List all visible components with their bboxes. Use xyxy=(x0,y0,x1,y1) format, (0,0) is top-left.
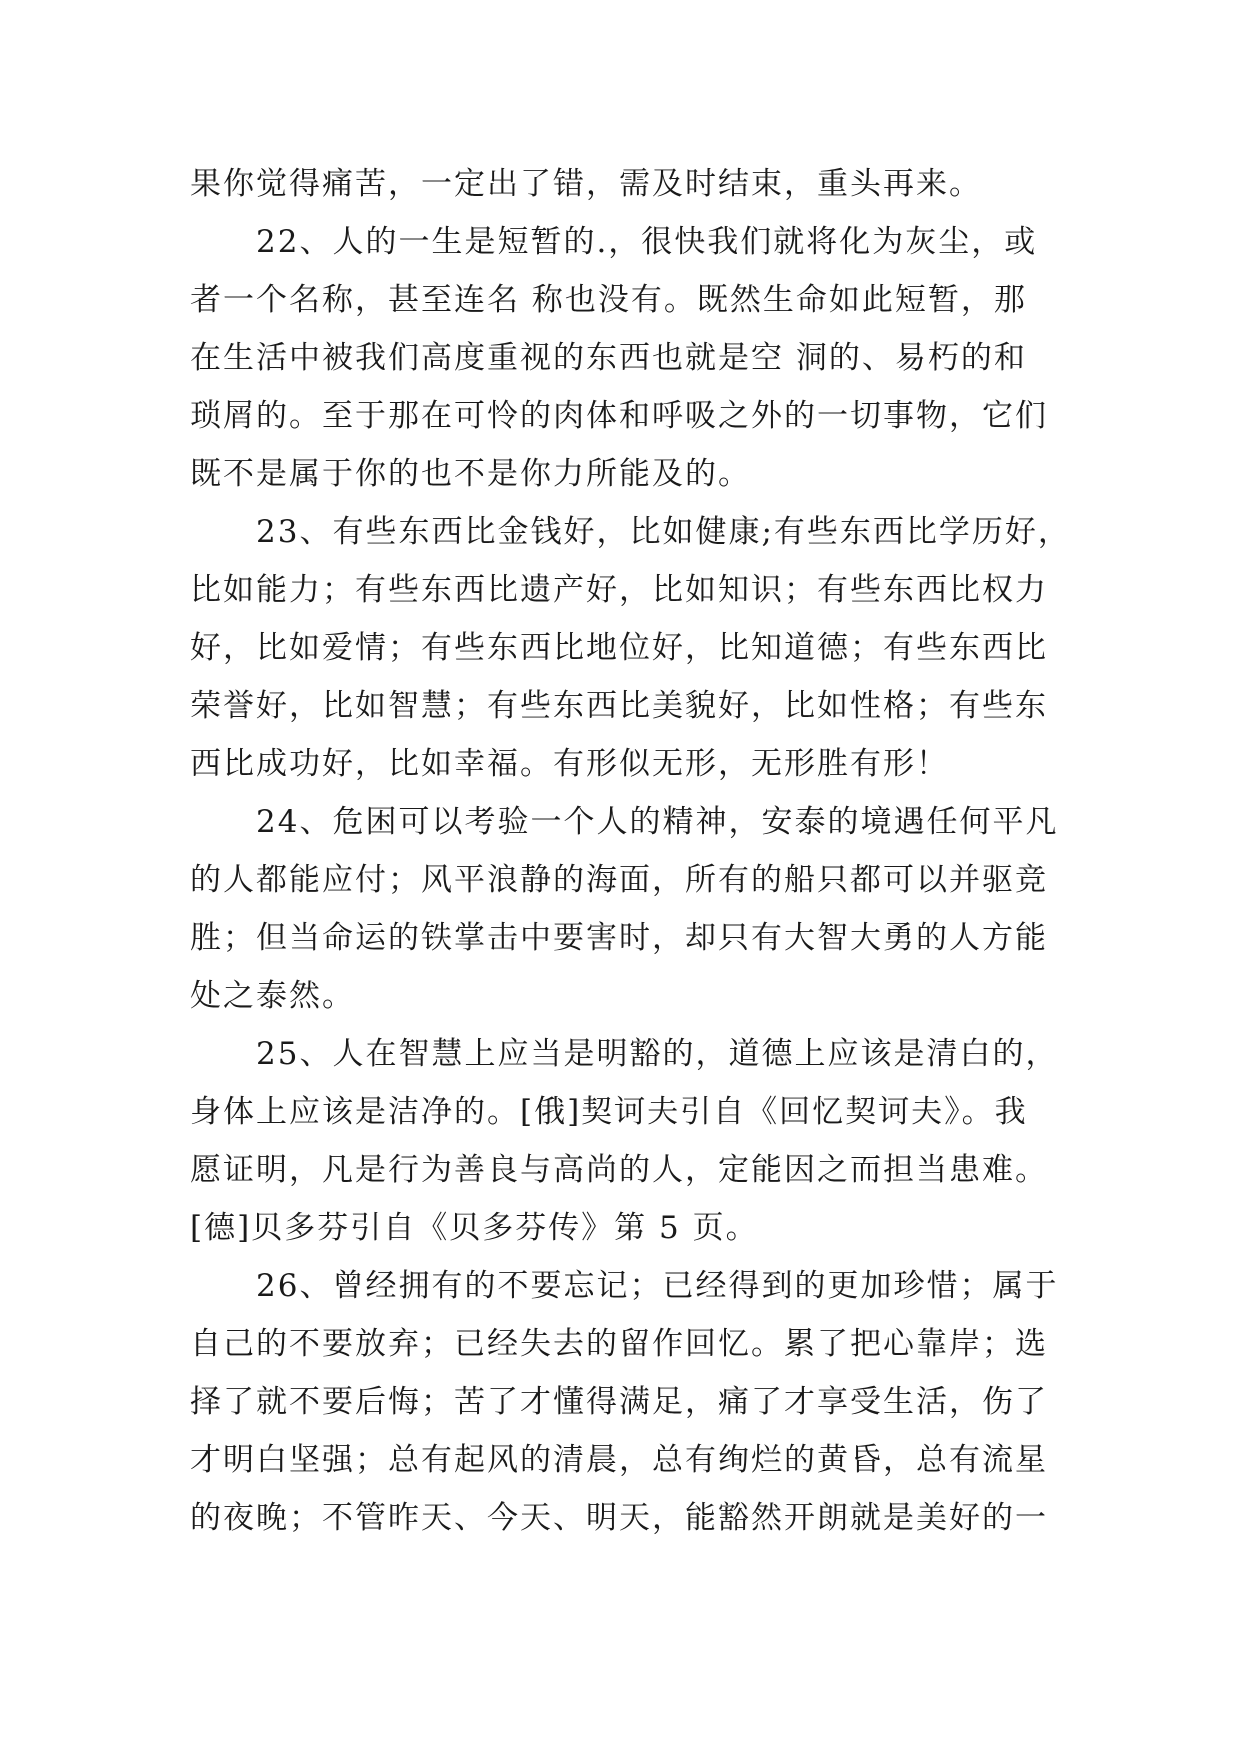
text-line: 22、人的一生是短暂的.，很快我们就将化为灰尘，或 xyxy=(190,224,1038,260)
text-line: [德]贝多芬引自《贝多芬传》第 5 页。 xyxy=(190,1210,759,1246)
text-line: 23、有些东西比金钱好，比如健康;有些东西比学历好， xyxy=(190,514,1071,550)
text-line: 25、人在智慧上应当是明豁的，道德上应该是清白的， xyxy=(190,1036,1059,1072)
text-line: 既不是属于你的也不是你力所能及的。 xyxy=(190,456,751,492)
text-line: 愿证明，凡是行为善良与高尚的人，定能因之而担当患难。 xyxy=(190,1152,1048,1188)
text-line: 处之泰然。 xyxy=(190,978,355,1014)
text-line: 在生活中被我们高度重视的东西也就是空 洞的、易朽的和 xyxy=(190,340,1027,376)
text-line: 胜；但当命运的铁掌击中要害时，却只有大智大勇的人方能 xyxy=(190,920,1048,956)
text-line: 才明白坚强；总有起风的清晨，总有绚烂的黄昏，总有流星 xyxy=(190,1442,1048,1478)
text-line: 身体上应该是洁净的。[俄]契诃夫引自《回忆契诃夫》。我 xyxy=(190,1094,1028,1130)
text-line: 择了就不要后悔；苦了才懂得满足，痛了才享受生活，伤了 xyxy=(190,1384,1048,1420)
text-line: 好，比如爱情；有些东西比地位好，比知道德；有些东西比 xyxy=(190,630,1048,666)
document-body xyxy=(190,155,1071,1547)
text-line: 24、危困可以考验一个人的精神，安泰的境遇任何平凡 xyxy=(190,804,1059,840)
text-line: 的夜晚；不管昨天、今天、明天，能豁然开朗就是美好的一 xyxy=(190,1500,1048,1536)
text-line: 荣誉好，比如智慧；有些东西比美貌好，比如性格；有些东 xyxy=(190,688,1048,724)
text-line: 果你觉得痛苦，一定出了错，需及时结束，重头再来。 xyxy=(190,166,982,202)
text-line: 者一个名称，甚至连名 称也没有。既然生命如此短暂，那 xyxy=(190,282,1027,318)
text-line: 的人都能应付；风平浪静的海面，所有的船只都可以并驱竞 xyxy=(190,862,1048,898)
text-line: 西比成功好，比如幸福。有形似无形，无形胜有形！ xyxy=(190,746,949,782)
text-line: 26、曾经拥有的不要忘记；已经得到的更加珍惜；属于 xyxy=(190,1268,1059,1304)
text-line: 自己的不要放弃；已经失去的留作回忆。累了把心靠岸；选 xyxy=(190,1326,1048,1362)
text-line: 比如能力；有些东西比遗产好，比如知识；有些东西比权力 xyxy=(190,572,1048,608)
text-line: 琐屑的。至于那在可怜的肉体和呼吸之外的一切事物，它们 xyxy=(190,398,1048,434)
